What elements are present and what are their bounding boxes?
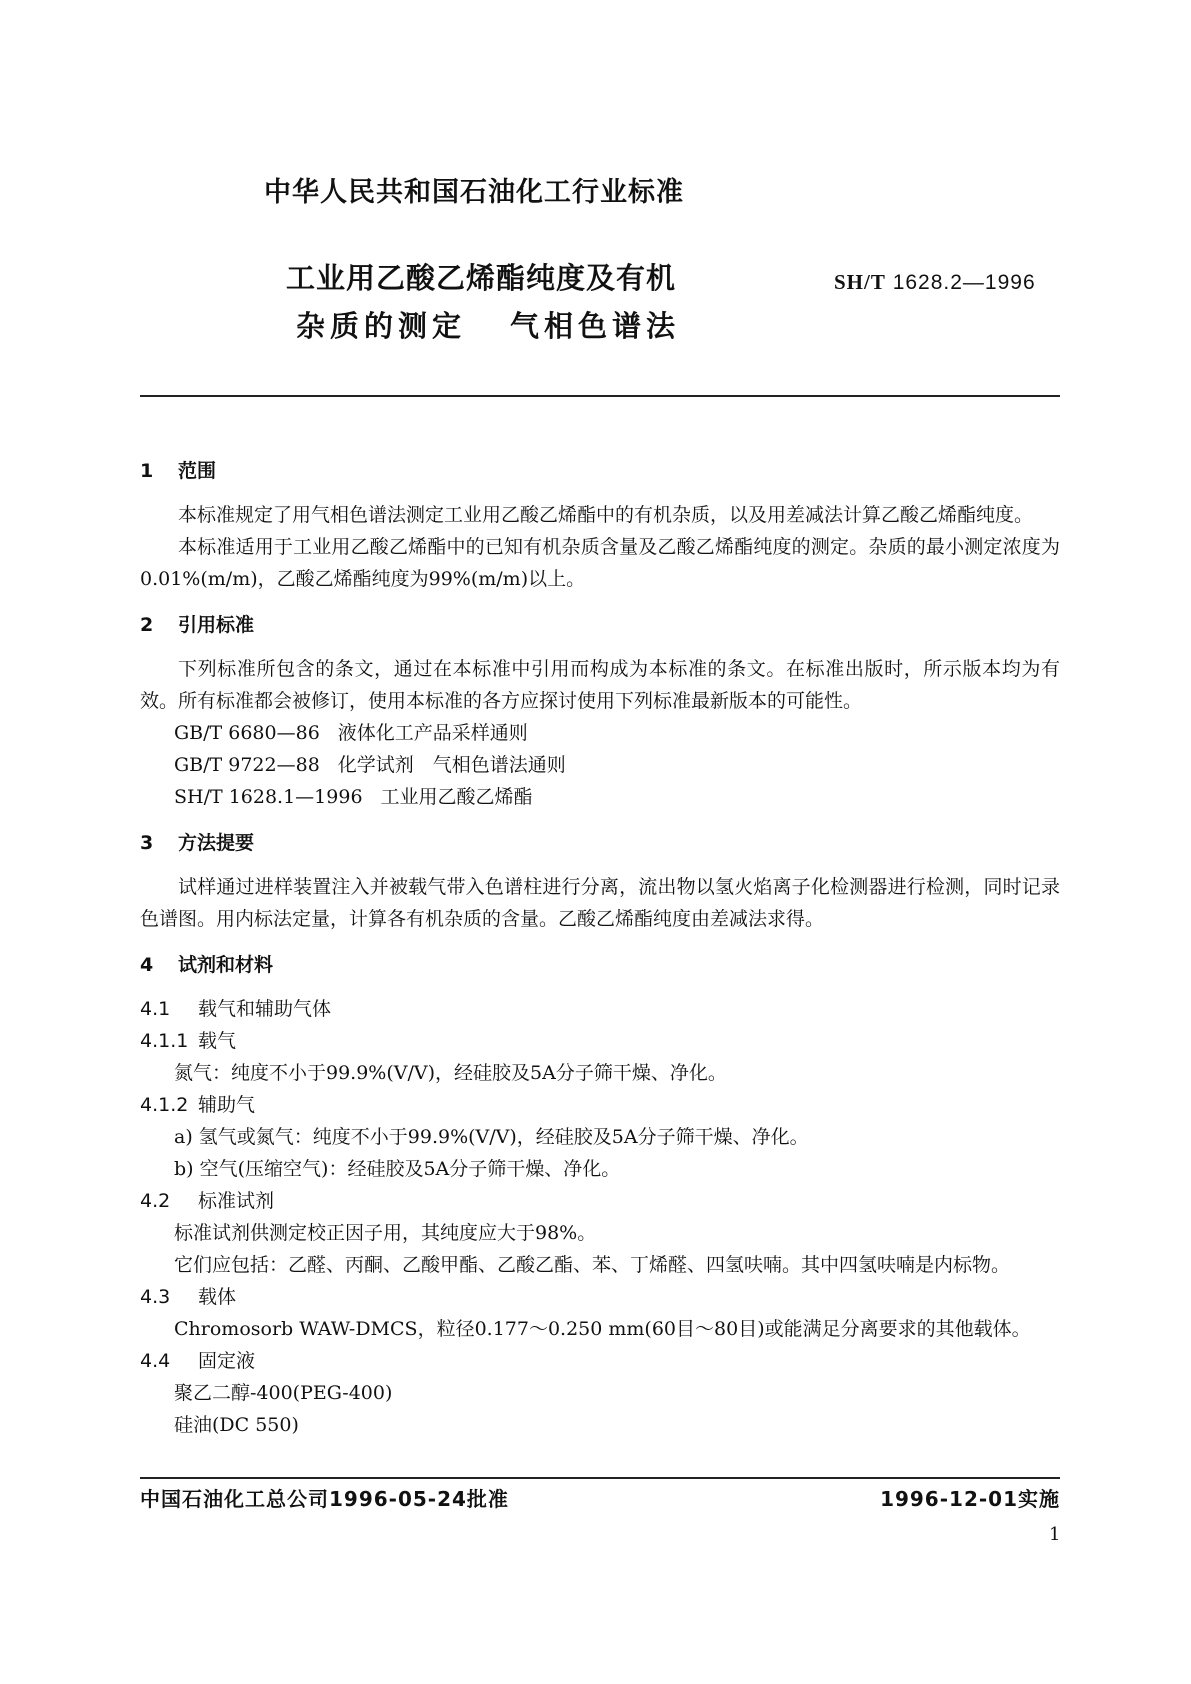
effective-date: 1996-12-01实施 bbox=[880, 1487, 1060, 1511]
subsection-4-4-text-1: 聚乙二醇-400(PEG-400) bbox=[174, 1382, 393, 1404]
footer-divider bbox=[140, 1477, 1060, 1479]
reference-item: GB/T 6680—86 液体化工产品采样通则 bbox=[174, 722, 528, 744]
section-heading-1: 1 范围 bbox=[140, 460, 217, 482]
section-heading-2: 2 引用标准 bbox=[140, 614, 255, 636]
subsection-4-4-text-2: 硅油(DC 550) bbox=[174, 1414, 299, 1436]
standard-title-line-2 bbox=[296, 304, 680, 345]
subsection-4-4: 4.4 固定液 bbox=[140, 1350, 256, 1372]
subsection-4-2-text-2: 它们应包括：乙醛、丙酮、乙酸甲酯、乙酸乙酯、苯、丁烯醛、四氢呋喃。其中四氢呋喃是内标物。 bbox=[174, 1254, 1011, 1276]
subsection-4-3: 4.3 载体 bbox=[140, 1286, 237, 1308]
page-number: 1 bbox=[1049, 1524, 1061, 1545]
section-heading-4: 4 试剂和材料 bbox=[140, 954, 274, 976]
standard-code bbox=[834, 270, 1036, 295]
section-3-paragraph-1: 试样通过进样装置注入并被载气带入色谱柱进行分离，流出物以氢火焰离子化检测器进行检测，同时记录色谱图。用内标法定量，计算各有机杂质的含量。乙酸乙烯酯纯度由差减法求得。 bbox=[140, 876, 1060, 930]
section-2-paragraph-1: 下列标准所包含的条文，通过在本标准中引用而构成为本标准的条文。在标准出版时，所示版本均为有效。所有标准都会被修订，使用本标准的各方应探讨使用下列标准最新版本的可能性。 bbox=[140, 658, 1060, 712]
section-1-paragraph-1: 本标准规定了用气相色谱法测定工业用乙酸乙烯酯中的有机杂质，以及用差减法计算乙酸乙烯酯纯度。 bbox=[178, 504, 1034, 526]
standard-code-prefix: SH/T bbox=[834, 270, 886, 294]
subsection-4-2: 4.2 标准试剂 bbox=[140, 1190, 275, 1212]
issuing-organization-title: 中华人民共和国石油化工行业标准 bbox=[264, 177, 684, 208]
reference-item: GB/T 9722—88 化学试剂 气相色谱法通则 bbox=[174, 754, 566, 776]
subsection-4-2-text-1: 标准试剂供测定校正因子用，其纯度应大于98%。 bbox=[174, 1222, 597, 1244]
list-item-a: a) 氢气或氮气：纯度不小于99.9%(V/V)，经硅胶及5A分子筛干燥、净化。 bbox=[174, 1126, 809, 1148]
section-1-paragraph-2: 本标准适用于工业用乙酸乙烯酯中的已知有机杂质含量及乙酸乙烯酯纯度的测定。杂质的最小测定浓度为0.01%(m/m)，乙酸乙烯酯纯度为99%(m/m)以上。 bbox=[140, 536, 1060, 590]
subsection-4-1-2: 4.1.2 辅助气 bbox=[140, 1094, 256, 1116]
subsection-4-1-1: 4.1.1 载气 bbox=[140, 1030, 237, 1052]
standard-title-line-2a: 杂质的测定 bbox=[296, 309, 467, 343]
section-heading-3: 3 方法提要 bbox=[140, 832, 255, 854]
header-divider bbox=[140, 395, 1060, 397]
subsection-4-1-1-text: 氮气：纯度不小于99.9%(V/V)，经硅胶及5A分子筛干燥、净化。 bbox=[174, 1062, 727, 1084]
list-item-b: b) 空气(压缩空气)：经硅胶及5A分子筛干燥、净化。 bbox=[174, 1158, 621, 1180]
subsection-4-3-text: Chromosorb WAW-DMCS，粒径0.177～0.250 mm(60目～80目)或能满足分离要求的其他载体。 bbox=[174, 1318, 1031, 1340]
standard-code-number: 1628.2—1996 bbox=[892, 271, 1036, 294]
approval-date: 中国石油化工总公司1996-05-24批准 bbox=[140, 1487, 509, 1511]
standard-title-line-1: 工业用乙酸乙烯酯纯度及有机 bbox=[286, 261, 677, 295]
subsection-4-1: 4.1 载气和辅助气体 bbox=[140, 998, 332, 1020]
standard-title-line-2b: 气相色谱法 bbox=[510, 309, 681, 343]
document-body bbox=[140, 455, 1060, 1441]
reference-item: SH/T 1628.1—1996 工业用乙酸乙烯酯 bbox=[174, 786, 533, 808]
